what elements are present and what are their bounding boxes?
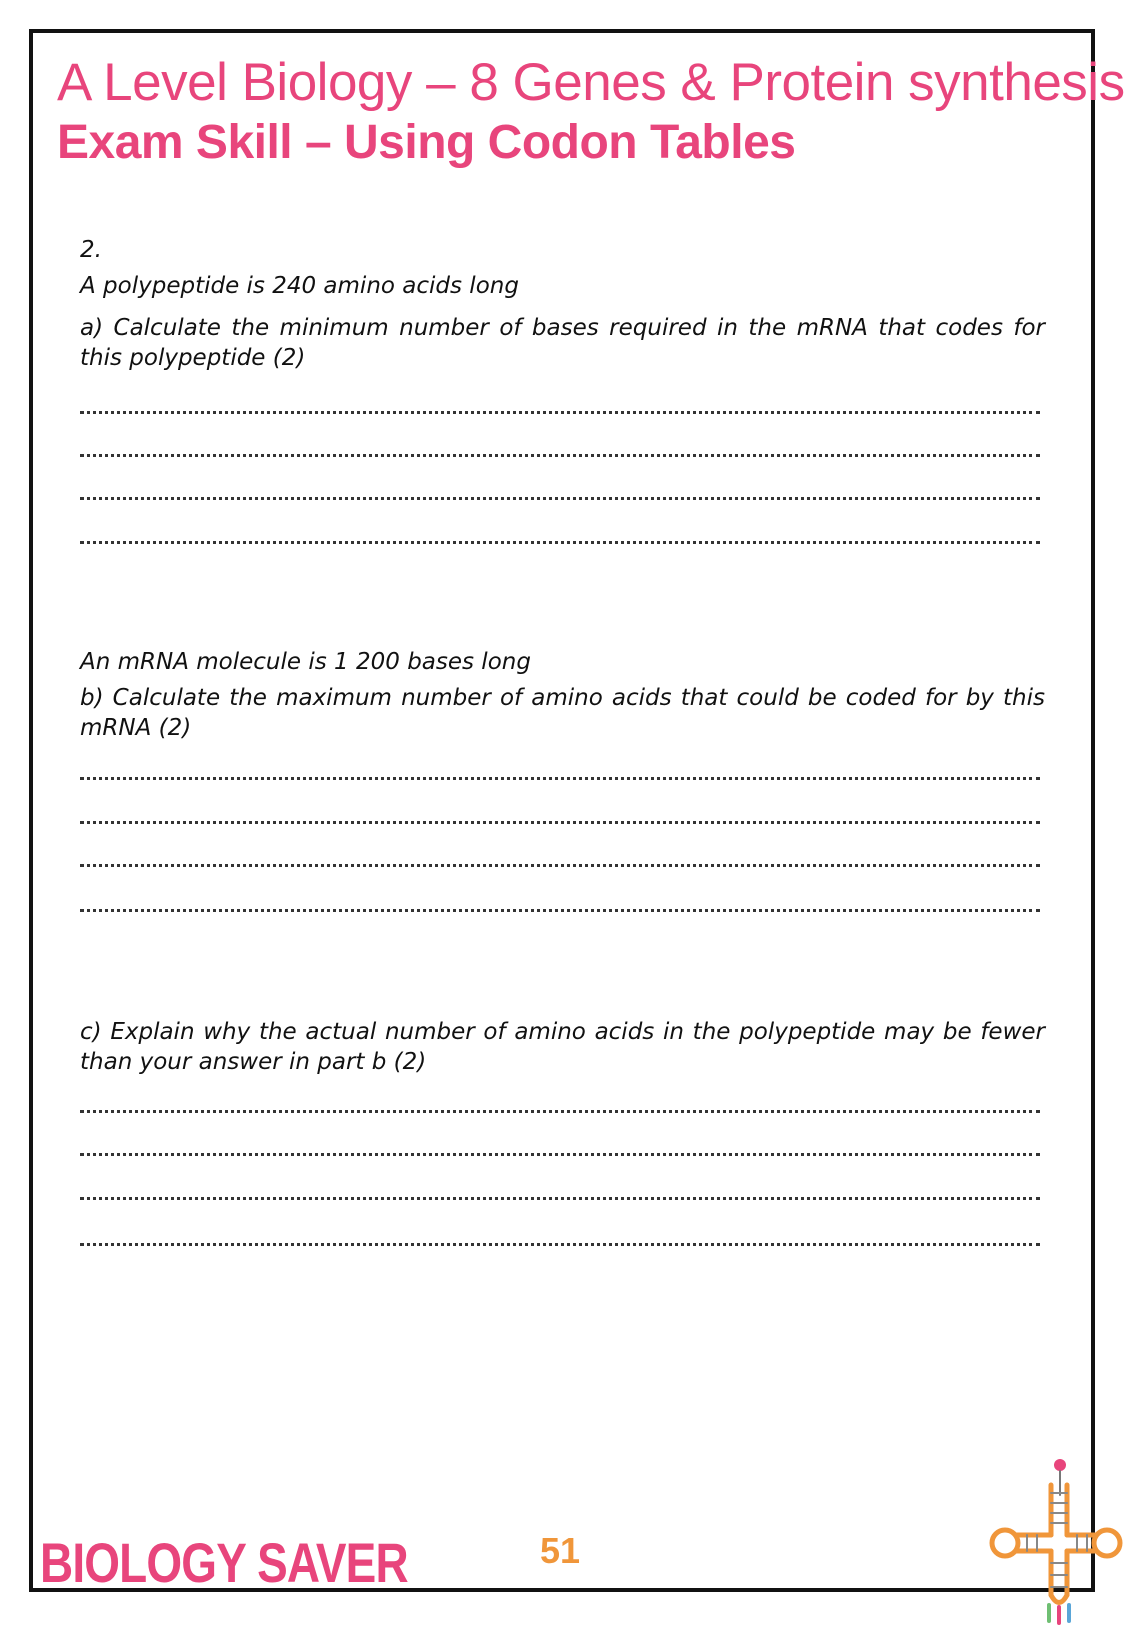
question-stem-a: A polypeptide is 240 amino acids long (80, 273, 519, 299)
answer-line[interactable] (80, 909, 1040, 912)
answer-line[interactable] (80, 541, 1040, 544)
page-subtitle: Exam Skill – Using Codon Tables (57, 116, 796, 169)
answer-line[interactable] (80, 777, 1040, 780)
question-part-b: b) Calculate the maximum number of amino acids that could be coded for by this mRNA (2) (80, 685, 1045, 741)
answer-line[interactable] (80, 1153, 1040, 1156)
question-part-a: a) Calculate the minimum number of bases required in the mRNA that codes for this polypeptide (2) (80, 315, 1045, 371)
answer-line[interactable] (80, 1197, 1040, 1200)
answer-line[interactable] (80, 411, 1040, 414)
question-stem-b: An mRNA molecule is 1 200 bases long (80, 649, 531, 675)
answer-line[interactable] (80, 497, 1040, 500)
question-number: 2. (80, 237, 102, 263)
answer-line[interactable] (80, 454, 1040, 457)
answer-line[interactable] (80, 864, 1040, 867)
answer-line[interactable] (80, 1110, 1040, 1113)
page-number: 51 (540, 1530, 581, 1571)
page-title: A Level Biology – 8 Genes & Protein synthesis (57, 53, 1125, 112)
answer-line[interactable] (80, 821, 1040, 824)
answer-line[interactable] (80, 1243, 1040, 1246)
trna-molecule-icon (985, 1455, 1125, 1625)
biology-saver-logo: BIOLOGY SAVER (40, 1531, 408, 1594)
question-part-c: c) Explain why the actual number of amino acids in the polypeptide may be fewer than your answer in part b (2) (80, 1019, 1045, 1075)
